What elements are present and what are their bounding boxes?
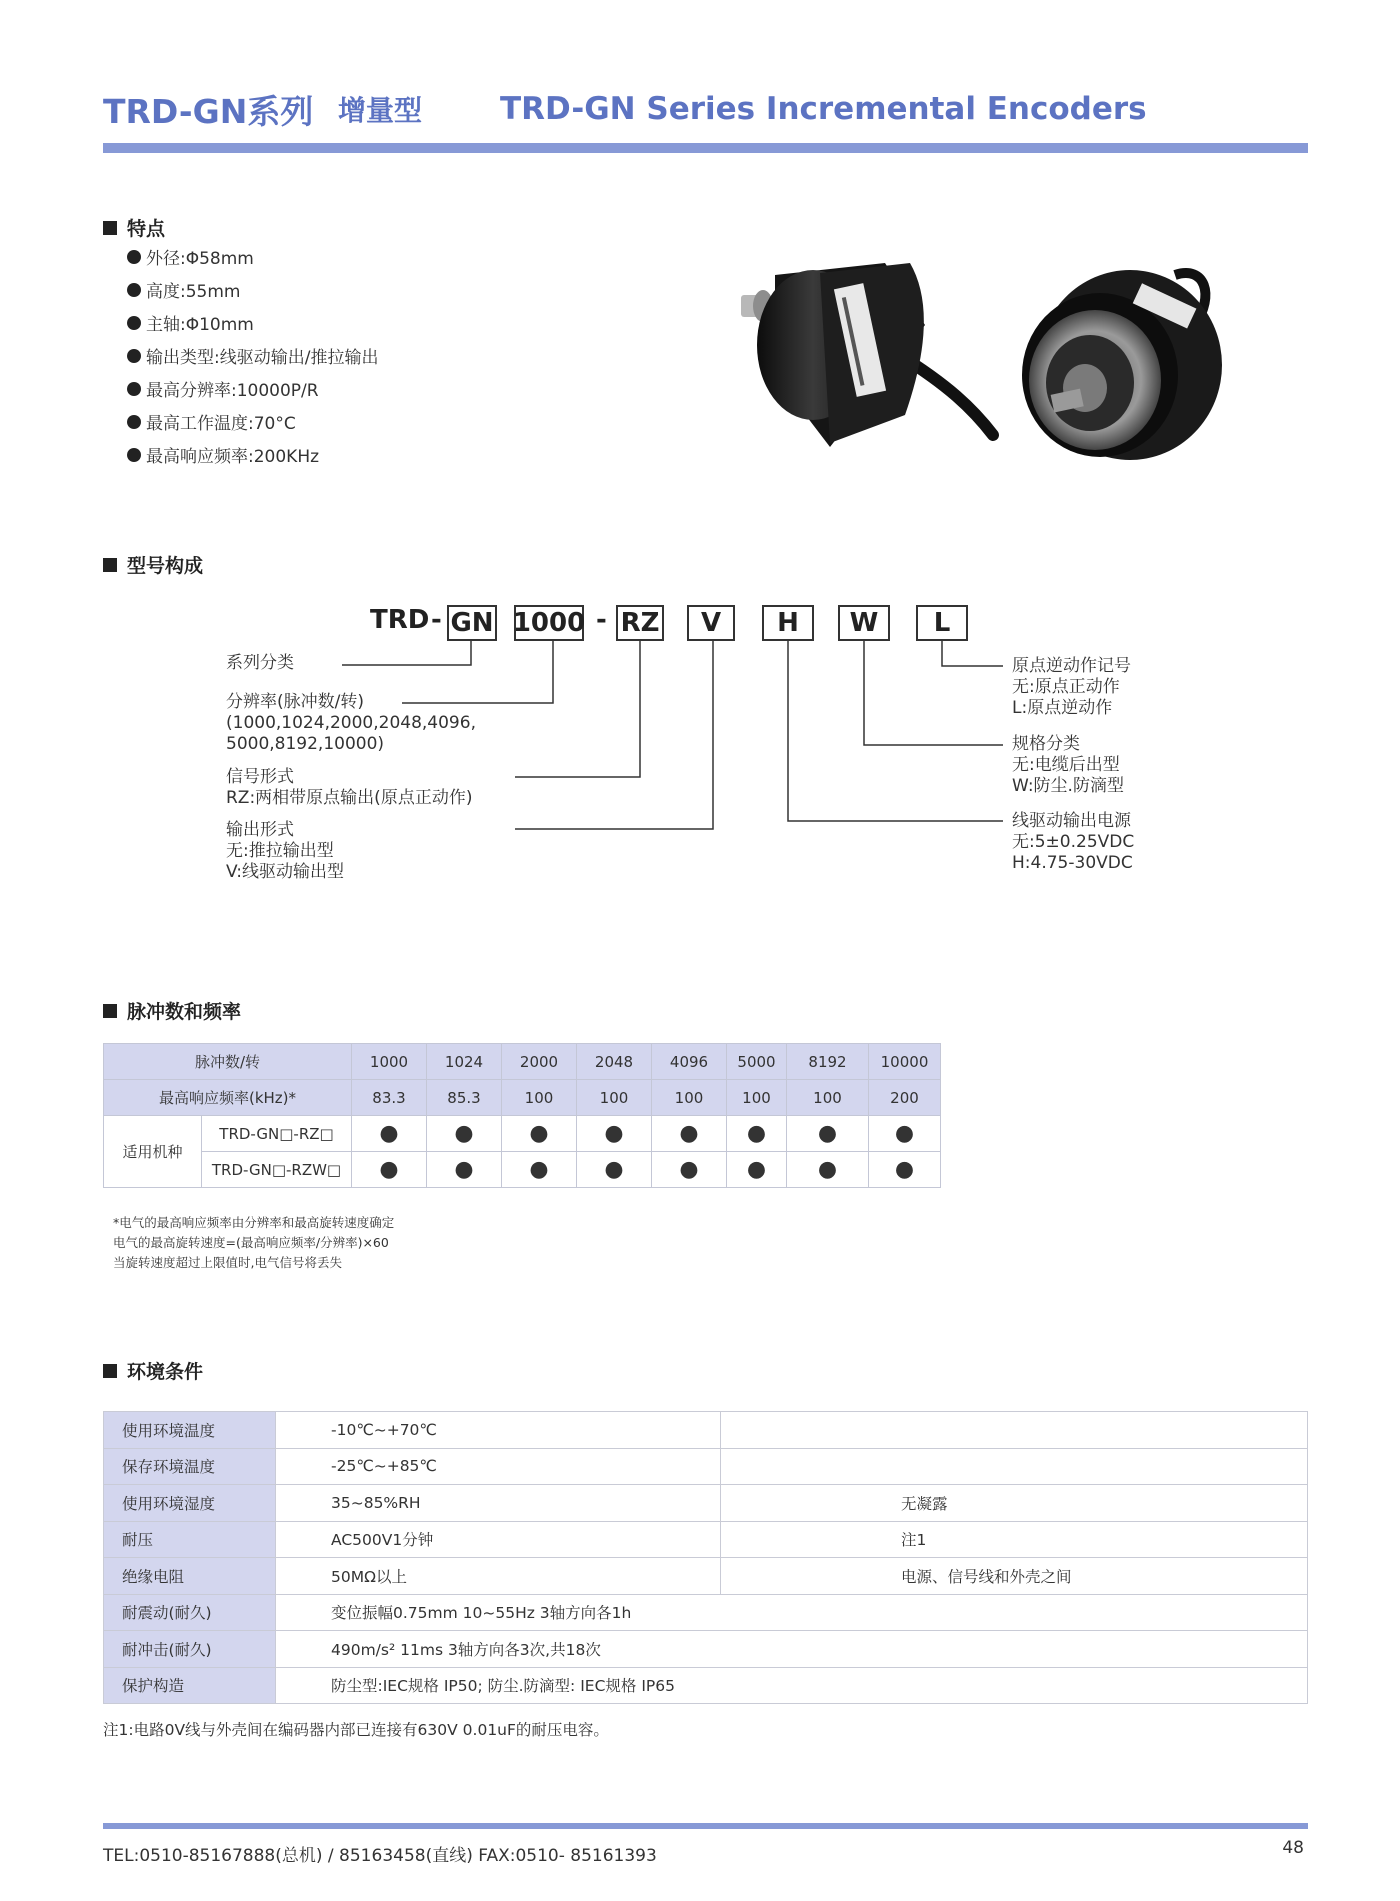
available-mark: ● <box>352 1116 427 1152</box>
freq-cell: 100 <box>577 1080 652 1116</box>
pulse-cell: 10000 <box>869 1044 941 1080</box>
model-code-series: GN <box>447 605 497 641</box>
model-code-resolution: 1000 <box>514 605 584 641</box>
table-row: 使用环境湿度 35~85%RH 无凝露 <box>104 1485 1308 1522</box>
label-output: 输出形式 无:推拉输出型 V:线驱动输出型 <box>226 820 344 882</box>
pulse-cell: 2000 <box>502 1044 577 1080</box>
available-mark: ● <box>577 1116 652 1152</box>
table-row: 耐冲击(耐久) 490m/s² 11ms 3轴方向各3次,共18次 <box>104 1631 1308 1668</box>
bullet-icon <box>127 250 141 264</box>
encoder-product-images <box>735 255 1255 465</box>
feature-item: 输出类型:线驱动输出/推拉输出 <box>127 339 378 372</box>
label-origin: 原点逆动作记号 无:原点正动作 L:原点逆动作 <box>1012 656 1131 718</box>
model-dash: - <box>431 605 442 635</box>
row-label-frequency: 最高响应频率(kHz)* <box>104 1080 352 1116</box>
bullet-icon <box>127 349 141 363</box>
table-row <box>104 1044 941 1080</box>
square-bullet-icon <box>103 221 117 235</box>
available-mark: ● <box>869 1152 941 1188</box>
feature-item: 最高响应频率:200KHz <box>127 438 378 471</box>
available-mark: ● <box>727 1116 787 1152</box>
label-spec: 规格分类 无:电缆后出型 W:防尘.防滴型 <box>1012 734 1124 796</box>
features-heading-text: 特点 <box>127 218 166 240</box>
square-bullet-icon <box>103 1364 117 1378</box>
table-row: 绝缘电阻 50MΩ以上 电源、信号线和外壳之间 <box>104 1558 1308 1595</box>
label-signal: 信号形式 RZ:两相带原点输出(原点正动作) <box>226 767 473 808</box>
env-heading <box>103 1357 203 1384</box>
env-heading-text: 环境条件 <box>127 1361 204 1383</box>
feature-item: 外径:Φ58mm <box>127 240 378 273</box>
page-title-series: TRD-GN系列 <box>103 91 314 131</box>
pulse-cell: 8192 <box>787 1044 869 1080</box>
features-heading <box>103 214 165 241</box>
pulse-heading-text: 脉冲数和频率 <box>127 1001 242 1023</box>
pulse-cell: 5000 <box>727 1044 787 1080</box>
available-mark: ● <box>652 1152 727 1188</box>
bullet-icon <box>127 415 141 429</box>
available-mark: ● <box>869 1116 941 1152</box>
page-title-type: 增量型 <box>338 94 423 127</box>
environment-table <box>103 1411 1308 1704</box>
label-power: 线驱动输出电源 无:5±0.25VDC H:4.75-30VDC <box>1012 811 1135 873</box>
bullet-icon <box>127 316 141 330</box>
header-divider <box>103 143 1308 153</box>
row-label-applicable: 适用机种 <box>104 1116 202 1188</box>
page-title-english: TRD-GN Series Incremental Encoders <box>500 91 1147 127</box>
table-row <box>104 1152 941 1188</box>
label-resolution: 分辨率(脉冲数/转) (1000,1024,2000,2048,4096, 5000,8192,10000) <box>226 692 476 754</box>
model-name-cell: TRD-GN□-RZW□ <box>202 1152 352 1188</box>
pulse-notes: *电气的最高响应频率由分辨率和最高旋转速度确定 电气的最高旋转速度=(最高响应频率/分辨率)×60 当旋转速度超过上限值时,电气信号将丢失 <box>113 1215 395 1270</box>
table-row: 耐震动(耐久) 变位振幅0.75mm 10~55Hz 3轴方向各1h <box>104 1594 1308 1631</box>
table-row: 使用环境温度 -10℃~+70℃ <box>104 1412 1308 1449</box>
square-bullet-icon <box>103 558 117 572</box>
available-mark: ● <box>427 1152 502 1188</box>
model-heading <box>103 551 203 578</box>
model-name-cell: TRD-GN□-RZ□ <box>202 1116 352 1152</box>
freq-cell: 83.3 <box>352 1080 427 1116</box>
features-list <box>127 240 378 471</box>
freq-cell: 100 <box>787 1080 869 1116</box>
pulse-cell: 4096 <box>652 1044 727 1080</box>
pulse-cell: 1024 <box>427 1044 502 1080</box>
model-code-origin: L <box>916 605 968 641</box>
available-mark: ● <box>502 1152 577 1188</box>
feature-item: 最高工作温度:70°C <box>127 405 378 438</box>
bullet-icon <box>127 283 141 297</box>
footer-divider <box>103 1823 1308 1829</box>
available-mark: ● <box>352 1152 427 1188</box>
model-prefix: TRD <box>370 605 430 635</box>
freq-cell: 100 <box>727 1080 787 1116</box>
available-mark: ● <box>787 1116 869 1152</box>
bullet-icon <box>127 448 141 462</box>
page-number: 48 <box>1282 1838 1304 1858</box>
table-row: 耐压 AC500V1分钟 注1 <box>104 1521 1308 1558</box>
feature-item: 最高分辨率:10000P/R <box>127 372 378 405</box>
pulse-heading <box>103 997 241 1024</box>
model-heading-text: 型号构成 <box>127 555 204 577</box>
available-mark: ● <box>502 1116 577 1152</box>
row-label-pulses: 脉冲数/转 <box>104 1044 352 1080</box>
available-mark: ● <box>652 1116 727 1152</box>
pulse-cell: 1000 <box>352 1044 427 1080</box>
feature-item: 高度:55mm <box>127 273 378 306</box>
model-code-spec: W <box>838 605 890 641</box>
env-note: 注1:电路0V线与外壳间在编码器内部已连接有630V 0.01uF的耐压电容。 <box>103 1721 609 1739</box>
table-row: 保存环境温度 -25℃~+85℃ <box>104 1448 1308 1485</box>
bullet-icon <box>127 382 141 396</box>
encoder-front-view <box>1022 270 1222 460</box>
table-row <box>104 1080 941 1116</box>
available-mark: ● <box>427 1116 502 1152</box>
encoder-side-view <box>741 263 993 447</box>
table-row <box>104 1116 941 1152</box>
label-series-class: 系列分类 <box>226 653 294 673</box>
available-mark: ● <box>787 1152 869 1188</box>
square-bullet-icon <box>103 1004 117 1018</box>
model-code-signal: RZ <box>616 605 664 641</box>
model-dash: - <box>596 605 607 635</box>
freq-cell: 100 <box>652 1080 727 1116</box>
model-code-output: V <box>687 605 735 641</box>
pulse-cell: 2048 <box>577 1044 652 1080</box>
available-mark: ● <box>577 1152 652 1188</box>
footer-contact: TEL:0510-85167888(总机) / 85163458(直线) FAX:0510- 85161393 <box>103 1846 657 1866</box>
freq-cell: 85.3 <box>427 1080 502 1116</box>
feature-item: 主轴:Φ10mm <box>127 306 378 339</box>
freq-cell: 200 <box>869 1080 941 1116</box>
table-row: 保护构造 防尘型:IEC规格 IP50; 防尘.防滴型: IEC规格 IP65 <box>104 1667 1308 1704</box>
model-code-power: H <box>762 605 814 641</box>
pulse-frequency-table <box>103 1043 941 1188</box>
available-mark: ● <box>727 1152 787 1188</box>
freq-cell: 100 <box>502 1080 577 1116</box>
